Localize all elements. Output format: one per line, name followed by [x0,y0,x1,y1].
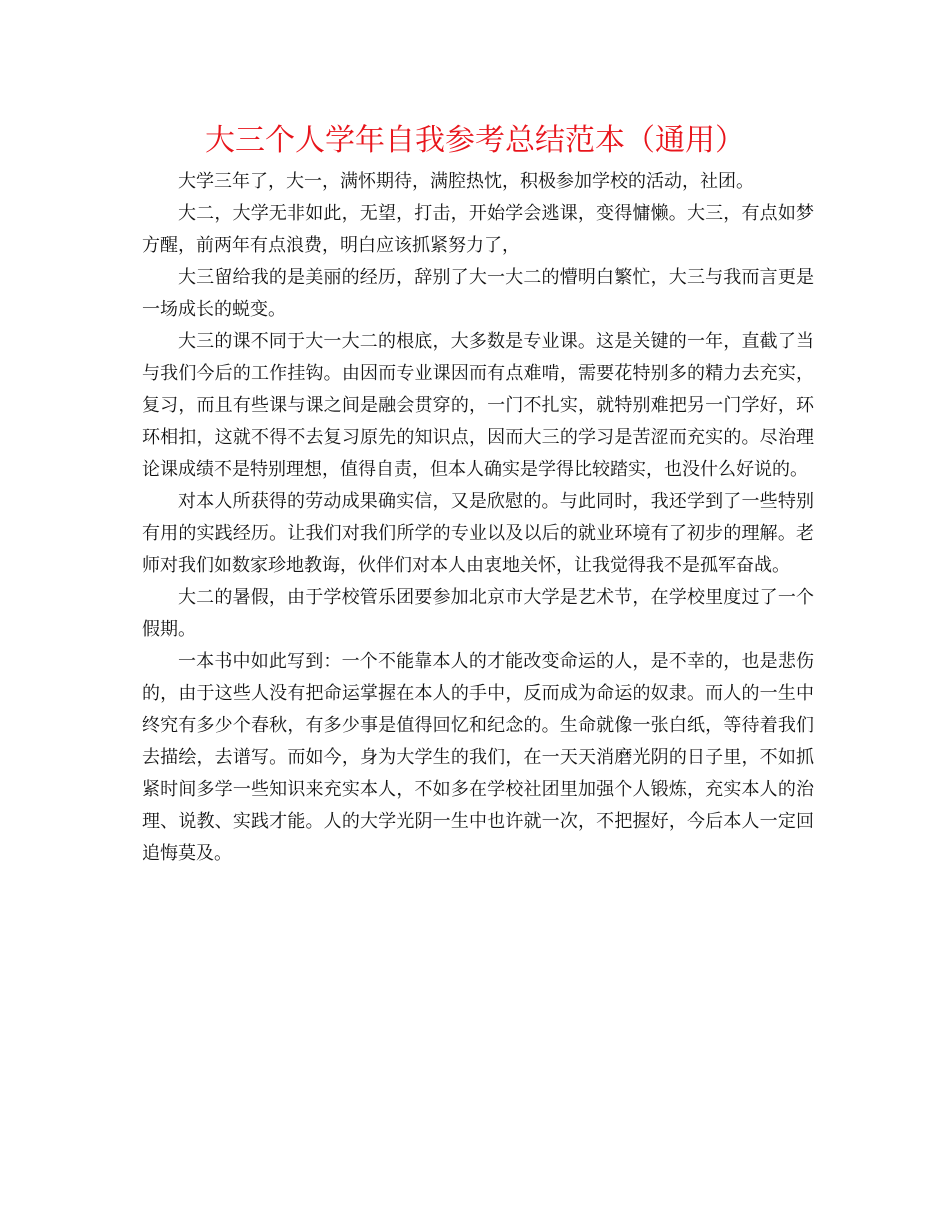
paragraph: 对本人所获得的劳动成果确实信，又是欣慰的。与此同时，我还学到了一些特别有用的实践经历。让我们对我们所学的专业以及以后的就业环境有了初步的理解。老师对我们如数家珍地教诲，伙伴们对本人由衷地关怀，让我觉得我不是孤军奋战。 [142,491,814,576]
paragraph: 大三留给我的是美丽的经历，辞别了大一大二的懵明白繁忙，大三与我而言更是一场成长的蜕变。 [142,267,814,320]
document-title: 大三个人学年自我参考总结范本（通用） [205,123,745,158]
document-body [142,166,814,870]
paragraph: 大二，大学无非如此，无望，打击，开始学会逃课，变得慵懒。大三，有点如梦方醒，前两年有点浪费，明白应该抓紧努力了， [142,203,814,256]
paragraph: 大三的课不同于大一大二的根底，大多数是专业课。这是关键的一年，直截了当与我们今后的工作挂钩。由因而专业课因而有点难啃，需要花特别多的精力去充实，复习，而且有些课与课之间是融会贯穿的，一门不扎实，就特别难把另一门学好，环环相扣，这就不得不去复习原先的知识点，因而大三的学习是苦涩而充实的。尽治理论课成绩不是特别理想，值得自责，但本人确实是学得比较踏实，也没什么好说的。 [142,331,814,480]
paragraph: 一本书中如此写到：一个不能靠本人的才能改变命运的人，是不幸的，也是悲伤的，由于这些人没有把命运掌握在本人的手中，反而成为命运的奴隶。而人的一生中终究有多少个春秋，有多少事是值得回忆和纪念的。生命就像一张白纸，等待着我们去描绘，去谱写。而如今，身为大学生的我们，在一天天消磨光阴的日子里，不如抓紧时间多学一些知识来充实本人，不如多在学校社团里加强个人锻炼，充实本人的治理、说教、实践才能。人的大学光阴一生中也许就一次，不把握好，今后本人一定回追悔莫及。 [142,651,814,864]
paragraph: 大学三年了，大一，满怀期待，满腔热忱，积极参加学校的活动，社团。 [178,171,754,192]
paragraph: 大二的暑假，由于学校管乐团要参加北京市大学是艺术节，在学校里度过了一个假期。 [142,587,814,640]
